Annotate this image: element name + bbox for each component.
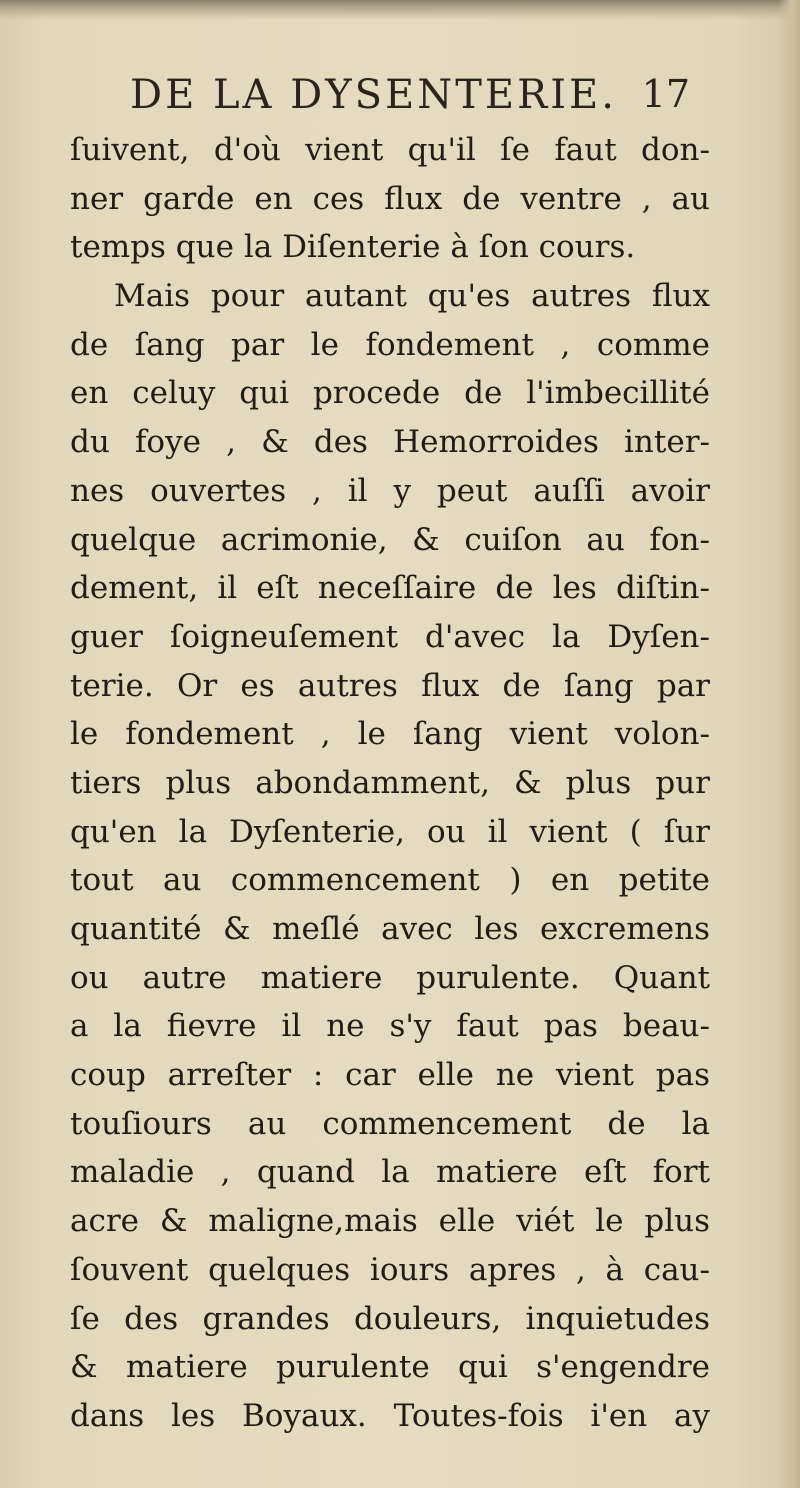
text-line: terie. Or es autres flux de ſang par <box>70 667 710 704</box>
running-head <box>130 72 690 128</box>
text-line: quelque acrimonie, & cuiſon au fon- <box>70 521 710 558</box>
body-text <box>70 126 710 1441</box>
text-line: acre & maligne,mais elle viét le plus <box>70 1203 710 1240</box>
text-line: de ſang par le fondement , comme <box>70 326 710 363</box>
text-line: le fondement , le ſang vient volon- <box>70 716 710 753</box>
text-line: touſiours au commencement de la <box>70 1105 710 1142</box>
text-line: ſuivent, d'où vient qu'il ſe faut don- <box>70 132 710 168</box>
text-line: Mais pour autant qu'es autres flux <box>114 278 710 315</box>
text-line: dement, il eſt neceſſaire de les diſtin- <box>70 570 710 607</box>
text-line: nes ouvertes , il y peut auſſi avoir <box>70 472 710 509</box>
text-line: ſe des grandes douleurs, inquietudes <box>70 1300 710 1337</box>
text-line: a la fievre il ne s'y faut pas beau- <box>70 1008 710 1045</box>
text-line: quantité & meſlé avec les excremens <box>70 911 710 947</box>
text-line: maladie , quand la matiere eſt fort <box>70 1154 710 1191</box>
text-line: coup arreſter : car elle ne vient pas <box>70 1057 710 1094</box>
running-head-title: DE LA DYSENTERIE. <box>130 72 617 118</box>
page-number: 17 <box>641 72 690 116</box>
text-line: en celuy qui procede de l'imbecillité <box>70 375 710 412</box>
text-line: temps que la Diſenterie à ſon cours. <box>70 229 636 266</box>
text-line: tiers plus abondamment, & plus pur <box>70 764 710 801</box>
text-line: tout au commencement ) en petite <box>70 862 710 899</box>
text-line: ſouvent quelques iours apres , à cau- <box>70 1251 710 1288</box>
text-line: dans les Boyaux. Toutes-fois i'en ay <box>70 1397 710 1434</box>
text-line: & matiere purulente qui s'engendre <box>70 1349 710 1386</box>
text-line: du foye , & des Hemorroides inter- <box>70 424 710 461</box>
text-line: guer ſoigneuſement d'avec la Dyſen- <box>70 618 710 655</box>
text-line: ner garde en ces flux de ventre , au <box>70 180 710 217</box>
text-line: qu'en la Dyſenterie, ou il vient ( ſur <box>70 813 710 850</box>
page-right-edge <box>778 0 800 1488</box>
text-line: ou autre matiere purulente. Quant <box>70 959 710 996</box>
page-top-shadow <box>0 0 800 20</box>
